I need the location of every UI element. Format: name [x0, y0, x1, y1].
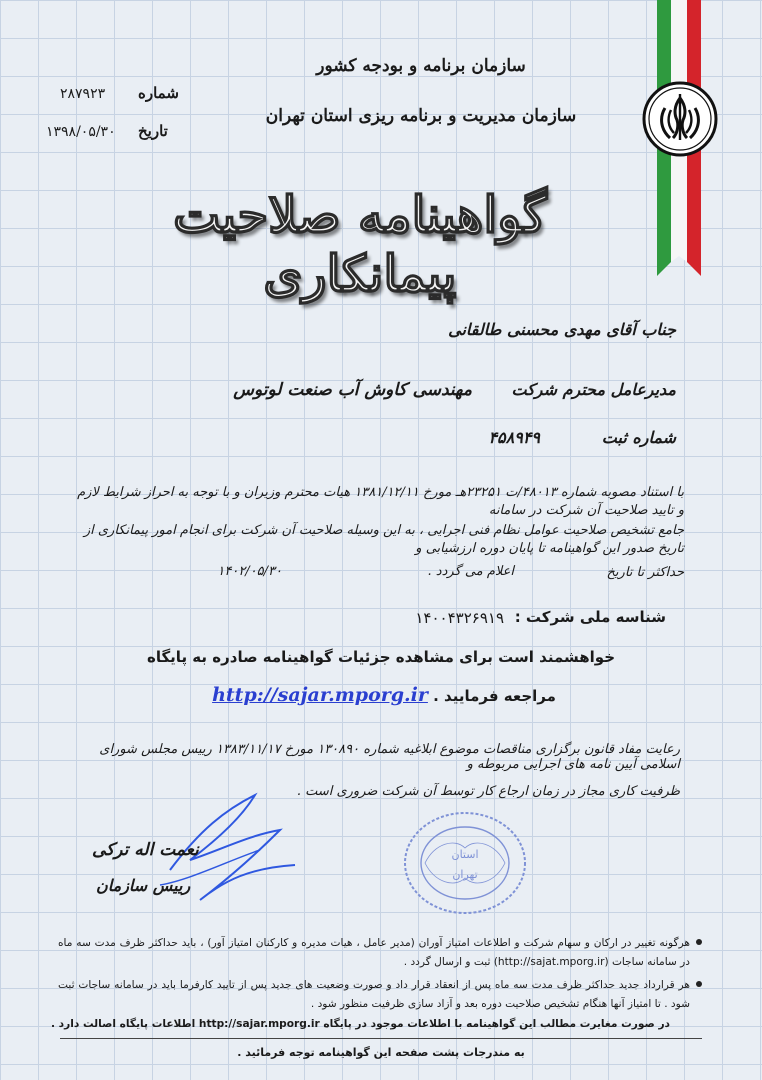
letter-date-label: تاریخ — [138, 122, 168, 140]
official-stamp-icon — [400, 808, 530, 918]
stamp-text-1: استان — [451, 848, 479, 861]
company-name: مهندسی کاوش آب صنعت لوتوس — [233, 380, 472, 400]
body-paragraph-1: با استناد مصوبه شماره ۴۸۰۱۳/ت ۲۳۲۵۱هـ مورخ ۱۳۸۱/۱۲/۱۱ هیات محترم وزیران و با توجه به احراز شرایط لازم و تایید صلاحیت آن شرکت در سامانه — [77, 485, 684, 518]
signer-name: نعمت اله ترکی — [92, 840, 199, 860]
body-paragraph-2: جامع تشخیص صلاحیت عوامل نظام فنی اجرایی ، به این وسیله صلاحیت آن شرکت برای انجام امور پیمانکاری از تاریخ صدور این گواهینامه تا پایان دوره ارزشیابی و — [83, 523, 684, 556]
bullet-icon — [696, 981, 702, 987]
sajar-link[interactable]: http://sajar.mporg.ir — [212, 684, 428, 706]
note-item-3: در صورت مغایرت مطالب این گواهینامه با اطلاعات موجود در پایگاه http://sajar.mporg.ir اطلاعات پایگاه اصالت دارد . — [50, 1018, 670, 1030]
national-id-label: شناسه ملی شرکت : — [514, 608, 666, 626]
org-name-secondary: سازمان مدیریت و برنامه ریزی استان تهران — [265, 106, 577, 126]
refer-text: مراجعه فرمایید . — [433, 687, 556, 705]
letter-number-label: شماره — [138, 84, 179, 102]
note-item-2: هر قرارداد جدید حداکثر ظرف مدت سه ماه پس از انعقاد قرار داد و صورت وضعیت های جدید پس از تایید کارفرما باید در سامانه ساجات ثبت شود . تا امتیاز آنها هنگام تشخیص صلاحیت دوره بعد و آزاد سازی ظرفیت منظور شود . — [58, 976, 690, 1014]
note-item-1: هرگونه تغییر در ارکان و سهام شرکت و اطلاعات امتیاز آوران (مدیر عامل ، هیات مدیره و کارکنان امتیاز آور) ، باید حداکثر ظرف مدت سه ماه در سامانه ساجات (http://sajat.mporg.ir) ثبت و ارسال گردد . — [58, 934, 690, 972]
divider — [60, 1038, 702, 1039]
bullet-icon — [696, 939, 702, 945]
body-paragraph-3-start: حداکثر تا تاریخ — [606, 565, 684, 580]
stamp-text-2: تهران — [452, 868, 478, 881]
signer-title: رییس سازمان — [96, 876, 191, 895]
company-label: مدیرعامل محترم شرکت — [511, 380, 676, 399]
link-row — [0, 684, 762, 706]
validity-date: ۱۴۰۲/۰۵/۳۰ — [217, 564, 282, 579]
letter-date-value: ۱۳۹۸/۰۵/۳۰ — [46, 124, 116, 140]
letter-number-value: ۲۸۷۹۲۳ — [60, 86, 106, 102]
body-paragraph-3-end: اعلام می گردد . — [427, 564, 514, 579]
national-id-value: ۱۴۰۰۴۳۲۶۹۱۹ — [415, 609, 504, 627]
request-line: خواهشمند است برای مشاهده جزئیات گواهینامه صادره به پایگاه — [146, 648, 616, 666]
law-line-2: ظرفیت کاری مجاز در زمان ارجاع کار توسط آن شرکت ضروری است . — [296, 784, 680, 799]
law-line-1: رعایت مفاد قانون برگزاری مناقصات موضوع ابلاغیه شماره ۱۳۰۸۹۰ مورخ ۱۳۸۳/۱۱/۱۷ رییس مجلس شورای اسلامی آیین نامه های اجرایی مربوطه و — [99, 742, 680, 772]
note-item-4: به مندرجات پشت صفحه این گواهینامه توجه فرمائید . — [237, 1046, 525, 1059]
registration-label: شماره ثبت — [601, 428, 676, 447]
recipient-salutation: جناب آقای مهدی محسنی طالقانی — [448, 320, 676, 339]
certificate-title: گواهینامه صلاحیت پیمانکاری — [173, 185, 547, 303]
org-name-primary: سازمان برنامه و بودجه کشور — [316, 56, 526, 76]
registration-value: ۴۵۸۹۴۹ — [488, 428, 540, 447]
